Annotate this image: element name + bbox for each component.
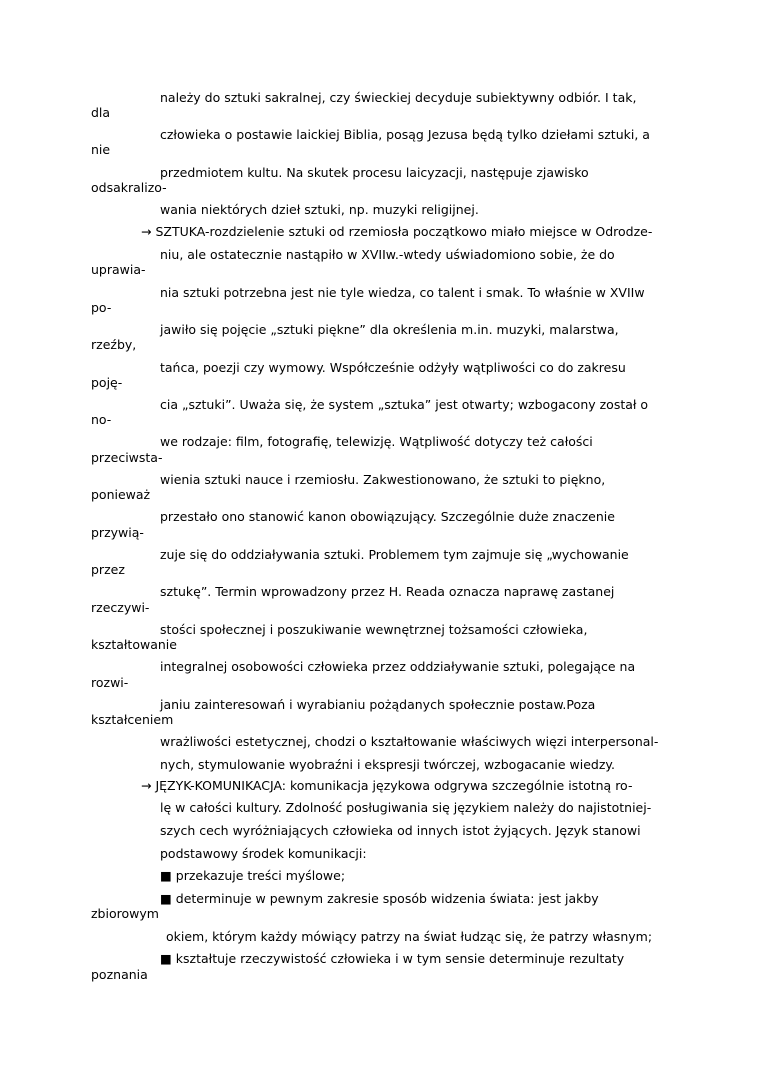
text-line: we rodzaje: film, fotografię, telewizję. Wątpliwość dotyczy też całości xyxy=(160,434,593,449)
text-line: dla xyxy=(91,105,111,120)
text-line: kształceniem xyxy=(91,712,174,727)
text-line: janiu zainteresowań i wyrabianiu pożądanych społecznie postaw.Poza xyxy=(160,697,596,712)
text-line: wrażliwości estetycznej, chodzi o kształtowanie właściwych więzi interpersonal- xyxy=(160,734,659,749)
text-line: zuje się do oddziaływania sztuki. Problemem tym zajmuje się „wychowanie xyxy=(160,547,629,562)
text-line: rzeźby, xyxy=(91,337,137,352)
text-line: integralnej osobowości człowieka przez oddziaływanie sztuki, polegające na xyxy=(160,659,636,674)
text-line: → JĘZYK-KOMUNIKACJA: komunikacja językowa odgrywa szczególnie istotną ro- xyxy=(141,778,633,793)
text-line: okiem, którym każdy mówiący patrzy na świat łudząc się, że patrzy własnym; xyxy=(166,929,653,944)
text-line: człowieka o postawie laickiej Biblia, posąg Jezusa będą tylko dziełami sztuki, a xyxy=(160,127,650,142)
bullet-item: ■ kształtuje rzeczywistość człowieka i w tym sensie determinuje rezultaty xyxy=(160,951,625,966)
text-line: cia „sztuki”. Uważa się, że system „sztuka” jest otwarty; wzbogacony został o xyxy=(160,397,649,412)
text-line: przez xyxy=(91,562,125,577)
text-line: należy do sztuki sakralnej, czy świeckiej decyduje subiektywny odbiór. I tak, xyxy=(160,90,637,105)
text-line: uprawia- xyxy=(91,262,146,277)
bullet-item: ■ determinuje w pewnym zakresie sposób widzenia świata: jest jakby xyxy=(160,891,599,906)
text-line: → SZTUKA-rozdzielenie sztuki od rzemiosła początkowo miało miejsce w Odrodze- xyxy=(141,224,653,239)
text-line: wienia sztuki nauce i rzemiosłu. Zakwestionowano, że sztuki to piękno, xyxy=(160,472,606,487)
text-line: szych cech wyróżniających człowieka od innych istot żyjących. Język stanowi xyxy=(160,823,641,838)
text-line: stości społecznej i poszukiwanie wewnętrznej tożsamości człowieka, xyxy=(160,622,588,637)
text-line: jawiło się pojęcie „sztuki piękne” dla określenia m.in. muzyki, malarstwa, xyxy=(160,322,619,337)
text-line: no- xyxy=(91,412,112,427)
text-line: poję- xyxy=(91,375,123,390)
text-line: ponieważ xyxy=(91,487,151,502)
text-line: lę w całości kultury. Zdolność posługiwania się językiem należy do najistotniej- xyxy=(160,800,652,815)
text-line: nych, stymulowanie wyobraźni i ekspresji twórczej, wzbogacanie wiedzy. xyxy=(160,757,615,772)
text-line: sztukę”. Termin wprowadzony przez H. Reada oznacza naprawę zastanej xyxy=(160,584,615,599)
text-line: rzeczywi- xyxy=(91,600,150,615)
text-line: przeciwsta- xyxy=(91,450,163,465)
text-line: poznania xyxy=(91,967,148,982)
text-line: po- xyxy=(91,300,112,315)
text-line: tańca, poezji czy wymowy. Współcześnie odżyły wątpliwości co do zakresu xyxy=(160,360,626,375)
text-line: zbiorowym xyxy=(91,906,159,921)
text-line: nie xyxy=(91,142,111,157)
text-line: przestało ono stanowić kanon obowiązujący. Szczególnie duże znaczenie xyxy=(160,509,615,524)
text-line: niu, ale ostatecznie nastąpiło w XVIIw.-wtedy uświadomiono sobie, że do xyxy=(160,247,615,262)
text-line: nia sztuki potrzebna jest nie tyle wiedza, co talent i smak. To właśnie w XVIIw xyxy=(160,285,645,300)
bullet-item: ■ przekazuje treści myślowe; xyxy=(160,868,346,883)
text-line: rozwi- xyxy=(91,675,129,690)
text-line: podstawowy środek komunikacji: xyxy=(160,846,367,861)
text-line: wania niektórych dzieł sztuki, np. muzyki religijnej. xyxy=(160,202,479,217)
text-line: przywią- xyxy=(91,525,144,540)
text-line: przedmiotem kultu. Na skutek procesu laicyzacji, następuje zjawisko xyxy=(160,165,589,180)
text-line: odsakralizo- xyxy=(91,180,167,195)
text-line: kształtowanie xyxy=(91,637,177,652)
